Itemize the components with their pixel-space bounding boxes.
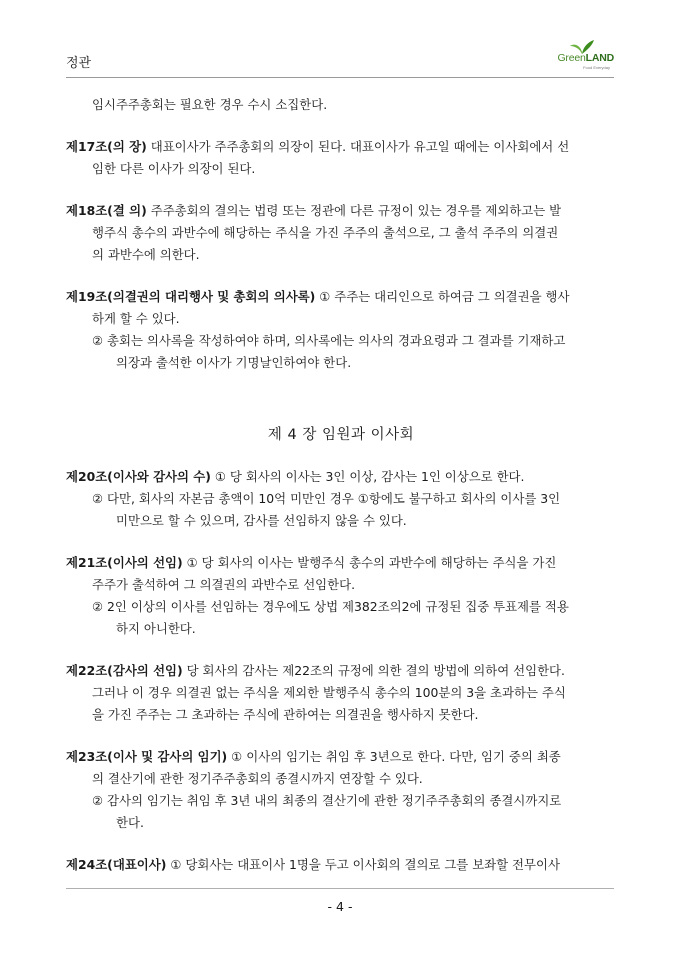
article-18 [66, 200, 616, 266]
article-heading: 제23조(이사 및 감사의 임기) [66, 749, 228, 764]
article-text: ② 2인 이상의 이사를 선임하는 경우에도 상법 제382조의2에 규정된 집중 투표제를 적용 [92, 599, 569, 614]
article-heading: 제17조(의 장) [66, 139, 147, 154]
header-title: 정관 [66, 56, 92, 71]
article-text: ② 다만, 회사의 자본금 총액이 10억 미만인 경우 ①항에도 불구하고 회사의 이사를 3인 [92, 491, 561, 506]
article-text: 대표이사가 주주총회의 의장이 된다. 대표이사가 유고일 때에는 이사회에서 선 [150, 139, 570, 154]
article-text: 의 결산기에 관한 정기주주총회의 종결시까지 연장할 수 있다. [92, 771, 423, 786]
chapter-title: 제 4 장 임원과 이사회 [267, 427, 415, 443]
article-22 [66, 660, 616, 726]
article-text: ① 당회사는 대표이사 1명을 두고 이사회의 결의로 그를 보좌할 전무이사 [170, 857, 560, 872]
article-text: ② 총회는 의사록을 작성하여야 하며, 의사록에는 의사의 경과요령과 그 결과를 기재하고 [92, 333, 566, 348]
document-body [66, 94, 616, 876]
article-text: ② 감사의 임기는 취임 후 3년 내의 최종의 결산기에 관한 정기주주총회의 종결시까지로 [92, 793, 562, 808]
article-heading: 제19조(의결권의 대리행사 및 총회의 의사록) [66, 289, 316, 304]
article-text: 하지 아니한다. [116, 621, 196, 636]
article-19 [66, 286, 616, 374]
article-text: 주주가 출석하여 그 의결권의 과반수로 선임한다. [92, 577, 356, 592]
article-text: 그러나 이 경우 의결권 없는 주식을 제외한 발행주식 총수의 100분의 3을 초과하는 주식 [92, 685, 566, 700]
article-text: 의장과 출석한 이사가 기명날인하여야 한다. [116, 355, 352, 370]
article-text: 행주식 총수의 과반수에 해당하는 주식을 가진 주주의 출석으로, 그 출석 주주의 의결권 [92, 225, 559, 240]
article-text: ① 이사의 임기는 취임 후 3년으로 한다. 다만, 임기 중의 최종 [231, 749, 561, 764]
article-heading: 제21조(이사의 선임) [66, 555, 183, 570]
article-20 [66, 466, 616, 532]
article-text: 을 가진 주주는 그 초과하는 주식에 관하여는 의결권을 행사하지 못한다. [92, 707, 479, 722]
article-text: 의 과반수에 의한다. [92, 247, 200, 262]
article-17 [66, 136, 616, 180]
article-heading: 제18조(결 의) [66, 203, 147, 218]
article-text: 미만으로 할 수 있으며, 감사를 선임하지 않을 수 있다. [116, 513, 407, 528]
header-divider [66, 77, 614, 78]
article-heading: 제20조(이사와 감사의 수) [66, 469, 211, 484]
footer-divider [66, 888, 614, 889]
logo-wordmark: GreenLAND [557, 52, 614, 64]
article-text: 주주총회의 결의는 법령 또는 정관에 다른 규정이 있는 경우를 제외하고는 발 [150, 203, 562, 218]
article-heading: 제22조(감사의 선임) [66, 663, 183, 678]
article-text: 한다. [116, 815, 144, 830]
article-heading: 제24조(대표이사) [66, 857, 167, 872]
page-number: - 4 - [327, 899, 353, 914]
article-text: ① 당 회사의 이사는 3인 이상, 감사는 1인 이상으로 한다. [214, 469, 525, 484]
intro-line: 임시주주총회는 필요한 경우 수시 소집한다. [92, 97, 328, 112]
article-24 [66, 854, 616, 876]
logo-tagline: Food Everyday [583, 65, 610, 70]
article-text: 임한 다른 이사가 의장이 된다. [92, 161, 256, 176]
article-text: 당 회사의 감사는 제22조의 규정에 의한 결의 방법에 의하여 선임한다. [186, 663, 565, 678]
greenland-logo [522, 40, 614, 70]
article-text: ① 당 회사의 이사는 발행주식 총수의 과반수에 해당하는 주식을 가진 [186, 555, 557, 570]
article-23 [66, 746, 616, 834]
article-text: ① 주주는 대리인으로 하여금 그 의결권을 행사 [319, 289, 570, 304]
article-text: 하게 할 수 있다. [92, 311, 180, 326]
article-21 [66, 552, 616, 640]
